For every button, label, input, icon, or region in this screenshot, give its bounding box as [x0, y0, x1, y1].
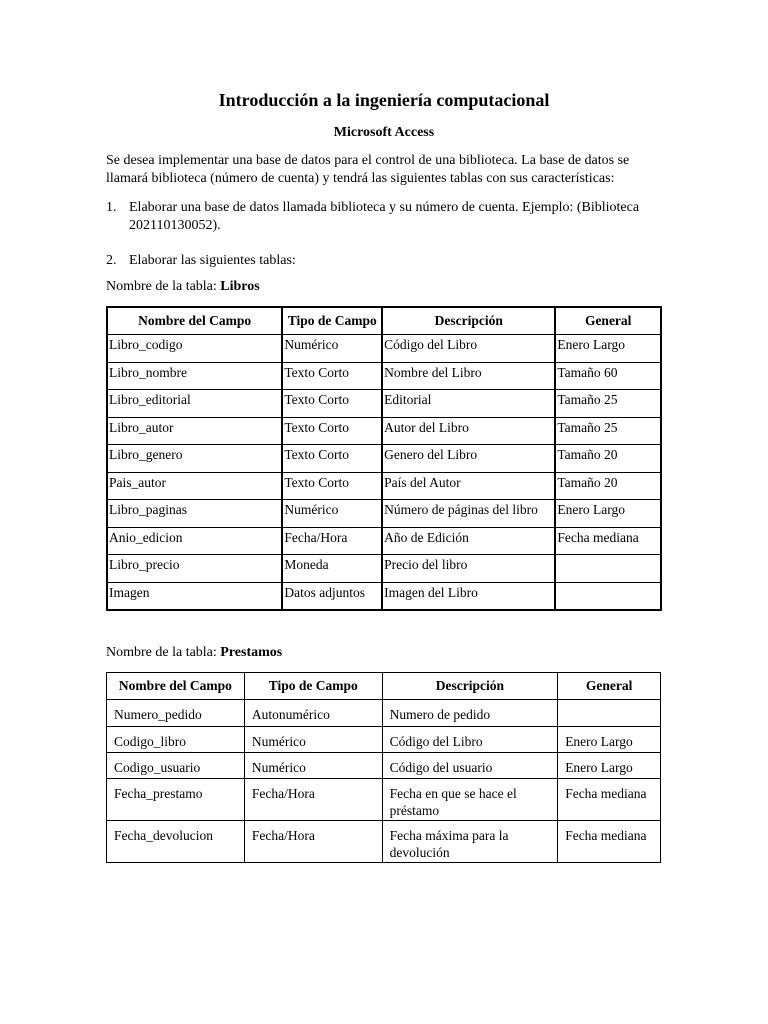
table-cell: Fecha_prestamo [107, 779, 245, 821]
table-row [107, 555, 661, 583]
table-cell: Autor del Libro [382, 417, 555, 445]
table-cell: Fecha en que se hace el préstamo [382, 779, 558, 821]
table-row [107, 753, 661, 779]
list-item-text: Elaborar una base de datos llamada biblioteca y su número de cuenta. Ejemplo: (Biblioteca 202110130052). [129, 200, 640, 233]
table-cell: Imagen [107, 582, 282, 610]
table-cell: Texto Corto [282, 362, 382, 390]
table-cell: Codigo_libro [107, 727, 245, 753]
table-cell: Fecha/Hora [244, 779, 382, 821]
document-title: Introducción a la ingeniería computacional [218, 90, 550, 110]
table-label-prefix: Nombre de la tabla: [106, 645, 221, 660]
table-cell: Enero Largo [558, 753, 661, 779]
table-cell: Texto Corto [282, 417, 382, 445]
column-header: Tipo de Campo [244, 673, 382, 700]
table-cell: Libro_editorial [107, 390, 282, 418]
table-cell: Fecha mediana [558, 821, 661, 863]
table-cell: Libro_nombre [107, 362, 282, 390]
intro-paragraph: Se desea implementar una base de datos para el control de una biblioteca. La base de datos se llamará biblioteca (número de cuenta) y tendrá las siguientes tablas con sus características: [106, 153, 630, 186]
table-cell [555, 555, 661, 583]
document-subtitle: Microsoft Access [333, 125, 435, 140]
list-item-number: 1. [106, 200, 117, 215]
table-row [107, 727, 661, 753]
table-cell: Tamaño 20 [555, 445, 661, 473]
table-row [107, 417, 661, 445]
table-cell: Fecha mediana [558, 779, 661, 821]
table-row [107, 821, 661, 863]
column-header: General [558, 673, 661, 700]
table-cell [558, 700, 661, 727]
list-item-text: Elaborar las siguientes tablas: [129, 253, 296, 268]
table-cell: Libro_autor [107, 417, 282, 445]
table-cell: Numero de pedido [382, 700, 558, 727]
table-cell: País del Autor [382, 472, 555, 500]
table-row [107, 445, 661, 473]
table-cell: Tamaño 20 [555, 472, 661, 500]
table-row [107, 362, 661, 390]
table-label-name: Prestamos [220, 645, 283, 660]
table-cell: Fecha_devolucion [107, 821, 245, 863]
table-cell: Genero del Libro [382, 445, 555, 473]
table-header-row [107, 673, 661, 700]
table-cell: Libro_precio [107, 555, 282, 583]
table-row [107, 779, 661, 821]
table-cell: Fecha/Hora [244, 821, 382, 863]
table-cell: Código del usuario [382, 753, 558, 779]
table-row [107, 390, 661, 418]
table-cell: Numérico [244, 727, 382, 753]
table-header-row [107, 307, 661, 335]
column-header: Tipo de Campo [282, 307, 382, 335]
table-label-prefix: Nombre de la tabla: [106, 279, 221, 294]
table-cell: Enero Largo [555, 500, 661, 528]
list-item-number: 2. [106, 253, 117, 268]
table-label-name: Libros [220, 279, 260, 294]
table-cell: Año de Edición [382, 527, 555, 555]
table-cell: Moneda [282, 555, 382, 583]
table-cell: Anio_edicion [107, 527, 282, 555]
table-cell [555, 582, 661, 610]
table-cell: Texto Corto [282, 472, 382, 500]
column-header: General [555, 307, 661, 335]
table-cell: Número de páginas del libro [382, 500, 555, 528]
table-cell: Precio del libro [382, 555, 555, 583]
table-cell: Tamaño 25 [555, 417, 661, 445]
table-cell: Fecha/Hora [282, 527, 382, 555]
table-cell: Datos adjuntos [282, 582, 382, 610]
table-label-libros [106, 279, 260, 295]
table-cell: Código del Libro [382, 727, 558, 753]
table-cell: Editorial [382, 390, 555, 418]
table-cell: Código del Libro [382, 335, 555, 363]
table-cell: Texto Corto [282, 390, 382, 418]
libros-table [106, 306, 662, 611]
column-header: Nombre del Campo [107, 673, 245, 700]
table-cell: Libro_genero [107, 445, 282, 473]
table-cell: Numero_pedido [107, 700, 245, 727]
column-header: Descripción [382, 673, 558, 700]
table-row [107, 500, 661, 528]
table-row [107, 700, 661, 727]
table-row [107, 335, 661, 363]
table-row [107, 472, 661, 500]
table-row [107, 582, 661, 610]
table-cell: Imagen del Libro [382, 582, 555, 610]
table-cell: Tamaño 60 [555, 362, 661, 390]
table-cell: Autonumérico [244, 700, 382, 727]
table-cell: Numérico [282, 500, 382, 528]
table-cell: Pais_autor [107, 472, 282, 500]
table-cell: Texto Corto [282, 445, 382, 473]
table-row [107, 527, 661, 555]
table-cell: Fecha máxima para la devolución [382, 821, 558, 863]
table-cell: Libro_paginas [107, 500, 282, 528]
table-cell: Codigo_usuario [107, 753, 245, 779]
table-cell: Enero Largo [558, 727, 661, 753]
table-cell: Enero Largo [555, 335, 661, 363]
table-cell: Numérico [244, 753, 382, 779]
table-cell: Nombre del Libro [382, 362, 555, 390]
column-header: Descripción [382, 307, 555, 335]
table-cell: Fecha mediana [555, 527, 661, 555]
table-label-prestamos [106, 645, 282, 661]
table-cell: Numérico [282, 335, 382, 363]
table-cell: Libro_codigo [107, 335, 282, 363]
table-cell: Tamaño 25 [555, 390, 661, 418]
prestamos-table [106, 672, 661, 863]
column-header: Nombre del Campo [107, 307, 282, 335]
